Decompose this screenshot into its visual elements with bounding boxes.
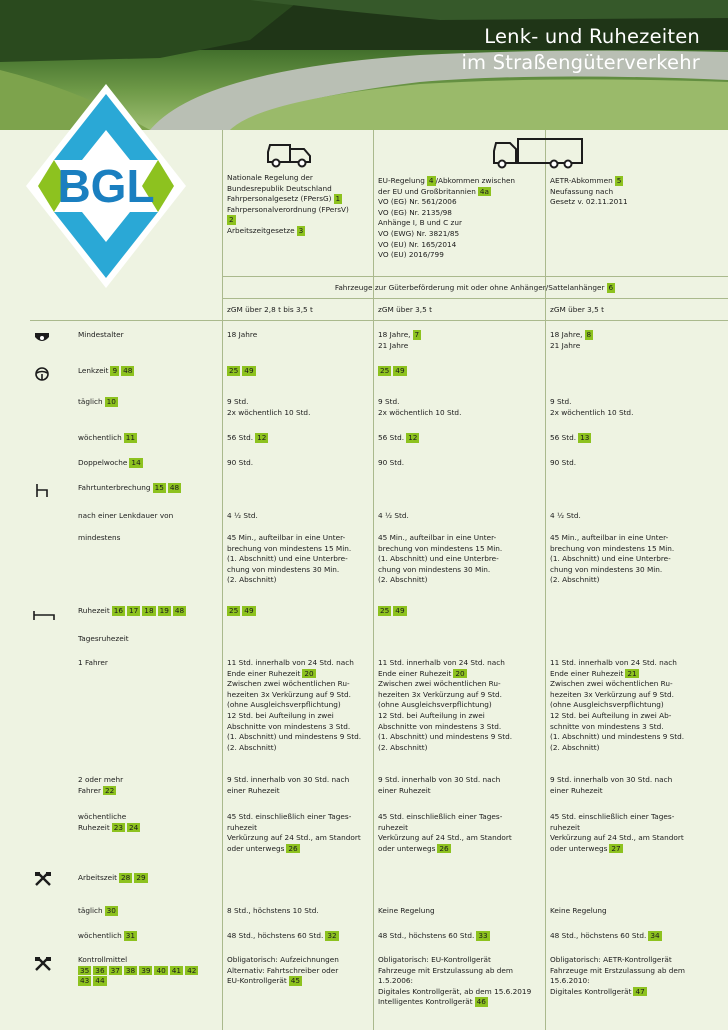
footnote-tag: 18 — [144, 606, 154, 615]
cell: 11 Std. innerhalb von 24 Std. nach Ende einer Ruhezeit 21 Zwischen zwei wöchentlichen Ru- hezeiten 3x Verkürzung auf 9 Std. (ohne Ausgleichsverpflichtung) 12 Std. bei Aufteilung in zwei Ab- schnitte von mindestens 3 Std. (1. Abschnitt) und mindestens 9 Std. (2. Abschnitt) — [550, 658, 685, 752]
cell: 9 Std. 2x wöchentlich 10 Std. — [227, 397, 311, 417]
footnote-tag: 6 — [608, 283, 614, 292]
row-label: Fahrtunterbrechung 15 48 — [78, 483, 180, 492]
footnote-tag: 48 — [174, 606, 185, 615]
row-label: mindestens — [78, 533, 121, 542]
row-label: Doppelwoche 14 — [78, 458, 141, 467]
sub-col3: zGM über 3,5 t — [550, 305, 604, 314]
cell: 25 49 — [229, 606, 254, 615]
break-icon — [34, 482, 50, 502]
grid-line — [373, 130, 374, 1030]
footnote-tag: 9 — [112, 366, 118, 375]
row-label: 2 oder mehr Fahrer 22 — [78, 775, 124, 795]
cell: 4 ½ Std. — [227, 511, 258, 520]
cell: 11 Std. innerhalb von 24 Std. nach Ende einer Ruhezeit 20 Zwischen zwei wöchentlichen Ru- hezeiten 3x Verkürzung auf 9 Std. (ohne Ausgleichsverpflichtung) 12 Std. bei Aufteilung in zwei Abschnitte von mindestens 3 Std. (1. Abschnitt) und mindestens 9 Std. (2. Abschnitt) — [227, 658, 362, 752]
cell: 8 Std., höchstens 10 Std. — [227, 906, 319, 915]
footnote-tag: 4 — [428, 176, 434, 185]
footnote-tag: 17 — [129, 606, 139, 615]
cell: 56 Std. 13 — [550, 433, 590, 442]
steering-wheel-icon — [35, 366, 49, 385]
col1-header: Nationale Regelung der Bundesrepublik Deutschland Fahrpersonalgesetz (FPersG) 1 Fahrpersonalverordnung (FPersV) 2 Arbeitszeitgesetze 3 — [227, 173, 349, 235]
logo-text: BGL — [57, 160, 155, 212]
footnote-tag: 10 — [106, 397, 116, 406]
cell: 25 49 — [380, 606, 405, 615]
footnote-tag: 1 — [335, 194, 341, 204]
cell: 90 Std. — [550, 458, 577, 467]
col3-header: AETR-Abkommen 5 Neufassung nach Gesetz v. 02.11.2011 — [550, 176, 628, 207]
cell: 25 49 — [229, 366, 254, 375]
footnote-tag: 5 — [616, 176, 622, 185]
title-line-1: Lenk- und Ruhezeiten — [484, 25, 700, 48]
footnote-tag: 11 — [125, 433, 136, 442]
row-label: Ruhezeit 16 17 18 19 48 — [78, 606, 185, 615]
row-label: nach einer Lenkdauer von — [78, 511, 174, 520]
col2-header: EU-Regelung 4 /Abkommen zwischen der EU und Großbritannien 4a VO (EG) Nr. 561/2006 VO (EG) Nr. 2135/98 Anhänge I, B und C zur VO (EWG) Nr. 3821/85 VO (EU) Nr. 165/2014 VO (EU) 2016/799 — [378, 176, 516, 260]
grid-line — [222, 276, 728, 277]
cell: 45 Min., aufteilbar in eine Unter- brechung von mindestens 15 Min. (1. Abschnitt) und eine Unterbre- chung von mindestens 30 Min. (2. Abschnitt) — [378, 533, 503, 585]
page-title — [461, 24, 700, 76]
row-label: 1 Fahrer — [78, 658, 108, 667]
row-label: Tagesruhezeit — [78, 634, 129, 643]
cell: Keine Regelung — [550, 906, 607, 915]
cell: Keine Regelung — [378, 906, 435, 915]
title-line-2: im Straßengüterverkehr — [461, 51, 700, 74]
row-label: Mindestalter — [78, 330, 124, 339]
cell: 11 Std. innerhalb von 24 Std. nach Ende einer Ruhezeit 20 Zwischen zwei wöchentlichen Ru- hezeiten 3x Verkürzung auf 9 Std. (ohne Ausgleichsverpflichtung) 12 Std. bei Aufteilung in zwei Abschnitte von mindestens 3 Std. (1. Abschnitt) und mindestens 9 Std. (2. Abschnitt) — [378, 658, 513, 752]
big-truck-icon — [492, 137, 587, 173]
cell: 45 Std. einschließlich einer Tages- ruhezeit Verkürzung auf 24 Std., am Standort oder unterwegs 27 — [550, 812, 684, 853]
cell: 48 Std., höchstens 60 Std. 33 — [378, 931, 488, 940]
footnote-tag: 3 — [298, 225, 304, 235]
cell: 9 Std. innerhalb von 30 Std. nach einer Ruhezeit — [378, 775, 501, 795]
cell: 90 Std. — [227, 458, 254, 467]
small-truck-icon — [264, 140, 314, 174]
cell: 45 Std. einschließlich einer Tages- ruhezeit Verkürzung auf 24 Std., am Standort oder unterwegs 26 — [378, 812, 512, 853]
cell: 45 Min., aufteilbar in eine Unter- brechung von mindestens 15 Min. (1. Abschnitt) und eine Unterbre- chung von mindestens 30 Min. (2. Abschnitt) — [550, 533, 675, 585]
row-label: Arbeitszeit 28 29 — [78, 873, 146, 882]
footnote-tag: 14 — [131, 458, 141, 467]
cell: 48 Std., höchstens 60 Std. 32 — [227, 931, 337, 940]
row-label: täglich 30 — [78, 906, 116, 915]
cell: 18 Jahre, 7 21 Jahre — [378, 330, 420, 350]
grid-line — [222, 298, 728, 299]
cell: 56 Std. 12 — [227, 433, 267, 442]
cell: 4 ½ Std. — [550, 511, 581, 520]
footnote-tag: 15 — [154, 483, 164, 492]
cell: 9 Std. innerhalb von 30 Std. nach einer Ruhezeit — [550, 775, 673, 795]
sub-col2: zGM über 3,5 t — [378, 305, 432, 314]
cell: 18 Jahre — [227, 330, 258, 339]
tools-icon — [34, 871, 52, 891]
cell: Obligatorisch: EU-Kontrollgerät Fahrzeuge mit Erstzulassung ab dem 1.5.2006: Digitales Kontrollgerät, ab dem 15.6.2019 Intelligentes Kontrollgerät 46 — [378, 955, 532, 1007]
row-label: Kontrollmittel 35 36 37 38 39 40 41 42 43 44 — [78, 955, 197, 986]
tools-icon — [34, 956, 52, 976]
footnote-tag: 48 — [123, 366, 133, 375]
footnote-tag: 19 — [159, 606, 169, 615]
cell: 9 Std. innerhalb von 30 Std. nach einer Ruhezeit — [227, 775, 350, 795]
cell: 90 Std. — [378, 458, 405, 467]
cell: 48 Std., höchstens 60 Std. 34 — [550, 931, 660, 940]
bgl-logo — [18, 80, 194, 292]
row-label: Lenkzeit 9 48 — [78, 366, 133, 375]
row-label: wöchentlich 11 — [78, 433, 136, 442]
grid-line — [222, 130, 223, 1030]
cell: 4 ½ Std. — [378, 511, 409, 520]
sub-col1: zGM über 2,8 t bis 3,5 t — [227, 305, 313, 314]
cell: 45 Std. einschließlich einer Tages- ruhezeit Verkürzung auf 24 Std., am Standort oder unterwegs 26 — [227, 812, 361, 853]
age-icon — [34, 330, 50, 349]
footnote-tag: 16 — [113, 606, 123, 615]
vehicle-banner: Fahrzeuge zur Güterbeförderung mit oder ohne Anhänger/Sattelanhänger 6 — [334, 283, 614, 292]
footnote-tag: 2 — [229, 215, 234, 225]
cell: Obligatorisch: AETR-Kontrollgerät Fahrzeuge mit Erstzulassung ab dem 15.6.2010: Digitales Kontrollgerät 47 — [550, 955, 686, 996]
footnote-tag: 8 — [586, 330, 592, 339]
row-label: wöchentlich 31 — [78, 931, 136, 940]
cell: 25 49 — [380, 366, 405, 375]
grid-line — [545, 130, 546, 1030]
cell: 45 Min., aufteilbar in eine Unter- brechung von mindestens 15 Min. (1. Abschnitt) und eine Unterbre- chung von mindestens 30 Min. (2. Abschnitt) — [227, 533, 352, 585]
cell: 9 Std. 2x wöchentlich 10 Std. — [550, 397, 634, 417]
cell: 18 Jahre, 8 21 Jahre — [550, 330, 592, 350]
row-label: täglich 10 — [78, 397, 116, 406]
grid-line — [30, 320, 728, 321]
footnote-tag: 4a — [479, 186, 489, 196]
cell: 9 Std. 2x wöchentlich 10 Std. — [378, 397, 462, 417]
cell: 56 Std. 12 — [378, 433, 418, 442]
footnote-tag: 48 — [169, 483, 180, 492]
bed-icon — [32, 606, 56, 625]
cell: Obligatorisch: Aufzeichnungen Alternativ: Fahrtschreiber oder EU-Kontrollgerät 45 — [227, 955, 339, 986]
footnote-tag: 7 — [414, 330, 420, 339]
row-label: wöchentliche Ruhezeit 23 24 — [78, 812, 139, 832]
